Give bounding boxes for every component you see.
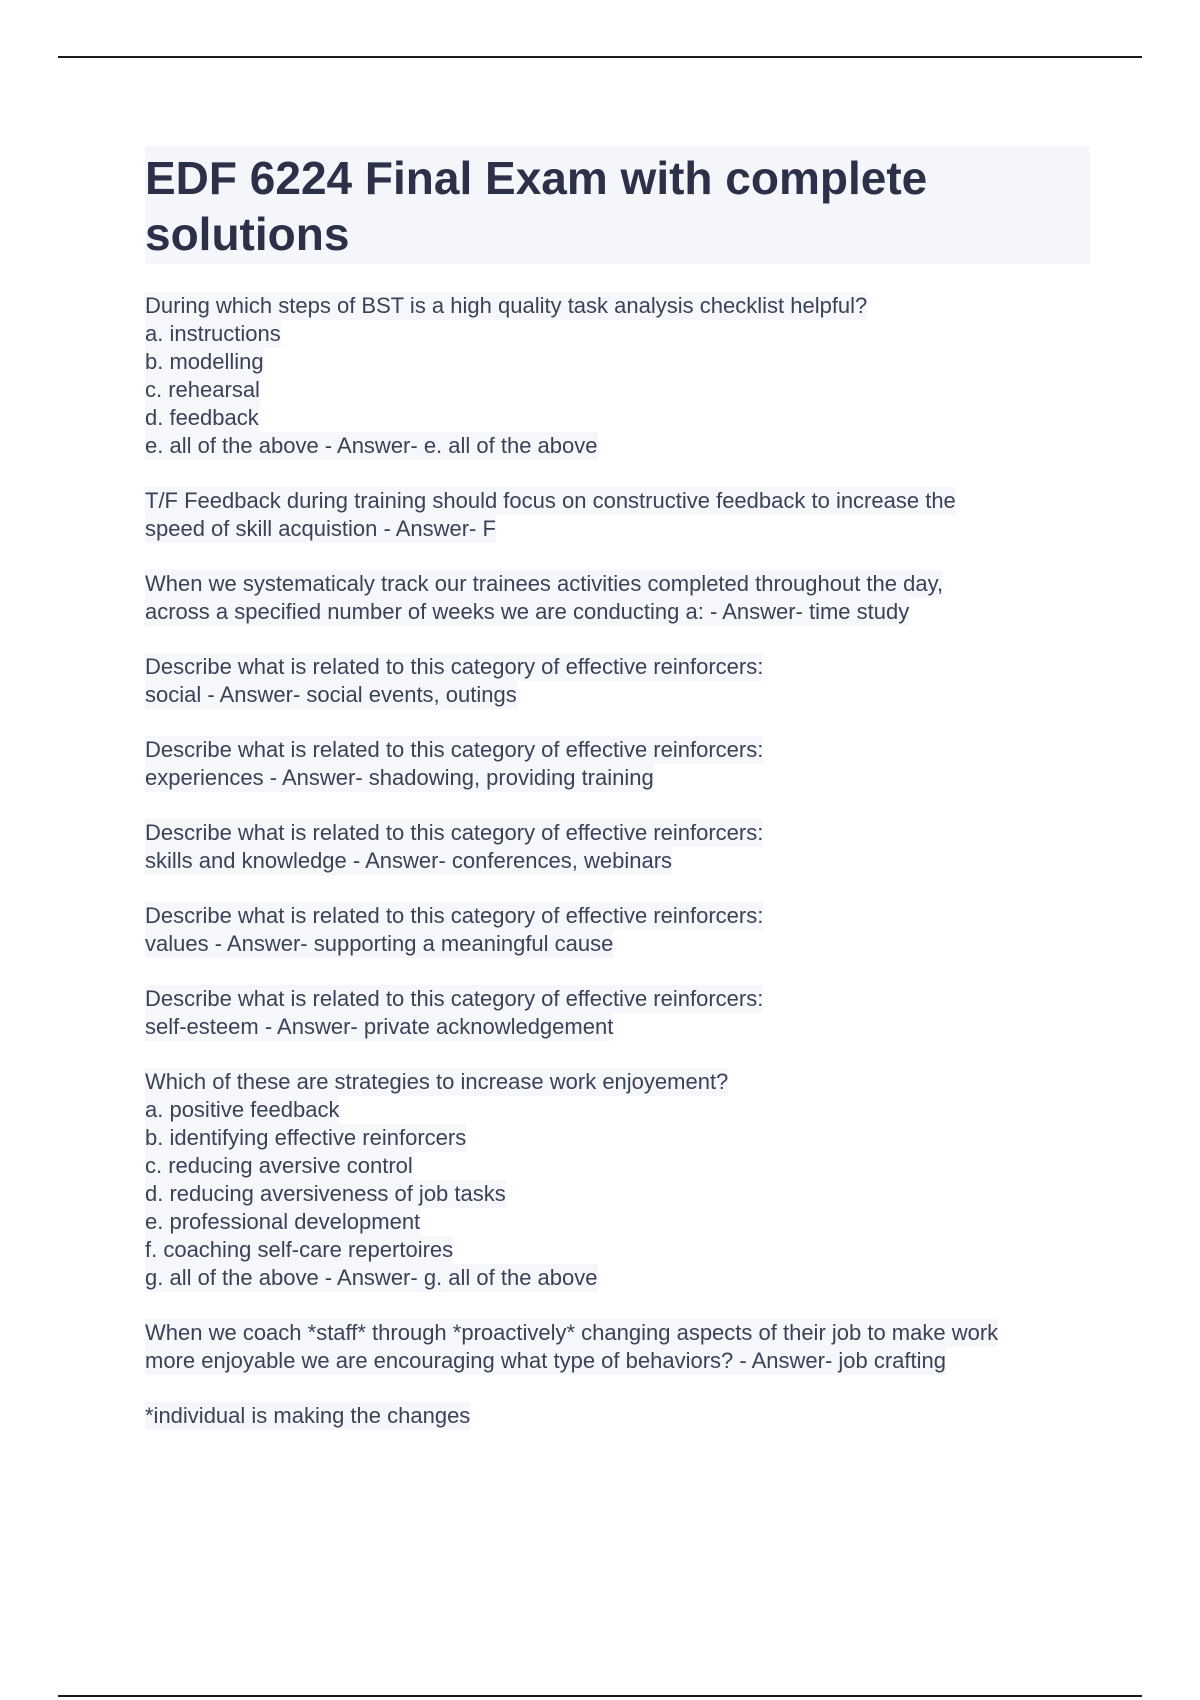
qa-item-11-note (145, 1402, 1090, 1430)
option-c: c. reducing aversive control (145, 1153, 413, 1178)
question-answer: experiences - Answer- shadowing, providing training (145, 765, 654, 790)
question-text: Describe what is related to this category of effective reinforcers: (145, 903, 764, 928)
question-answer: self-esteem - Answer- private acknowledgement (145, 1014, 614, 1039)
question-answer: social - Answer- social events, outings (145, 682, 517, 707)
option-c: c. rehearsal (145, 377, 260, 402)
qa-item-3 (145, 570, 1090, 626)
qa-item-5 (145, 736, 1090, 792)
note-text: *individual is making the changes (145, 1403, 471, 1428)
question-text: When we systematicaly track our trainees activities completed throughout the day, (145, 571, 944, 596)
option-b: b. modelling (145, 349, 264, 374)
qa-item-8 (145, 985, 1090, 1041)
question-text: Describe what is related to this category of effective reinforcers: (145, 654, 764, 679)
question-text: Which of these are strategies to increase work enjoyement? (145, 1069, 729, 1094)
question-text: Describe what is related to this category of effective reinforcers: (145, 986, 764, 1011)
option-a: a. instructions (145, 321, 281, 346)
question-answer: across a specified number of weeks we are conducting a: - Answer- time study (145, 599, 910, 624)
qa-item-1 (145, 292, 1090, 460)
question-answer: values - Answer- supporting a meaningful cause (145, 931, 614, 956)
qa-item-4 (145, 653, 1090, 709)
title-line-1: EDF 6224 Final Exam with complete (145, 152, 928, 204)
option-e: e. professional development (145, 1209, 421, 1234)
qa-item-10 (145, 1319, 1090, 1375)
document-body (145, 146, 1090, 1457)
question-answer: more enjoyable we are encouraging what type of behaviors? - Answer- job crafting (145, 1348, 947, 1373)
qa-item-6 (145, 819, 1090, 875)
option-d: d. feedback (145, 405, 259, 430)
top-divider (58, 56, 1142, 58)
question-answer: speed of skill acquistion - Answer- F (145, 516, 496, 541)
question-text: Describe what is related to this category of effective reinforcers: (145, 737, 764, 762)
option-a: a. positive feedback (145, 1097, 340, 1122)
title-block (145, 146, 1090, 264)
qa-item-2 (145, 487, 1090, 543)
option-d: d. reducing aversiveness of job tasks (145, 1181, 506, 1206)
option-b: b. identifying effective reinforcers (145, 1125, 467, 1150)
qa-item-9 (145, 1068, 1090, 1292)
question-answer: skills and knowledge - Answer- conferences, webinars (145, 848, 673, 873)
option-g-answer: g. all of the above - Answer- g. all of the above (145, 1265, 598, 1290)
question-text: Describe what is related to this category of effective reinforcers: (145, 820, 764, 845)
document-title (145, 150, 1090, 262)
option-e-answer: e. all of the above - Answer- e. all of the above (145, 433, 598, 458)
question-text: T/F Feedback during training should focus on constructive feedback to increase the (145, 488, 956, 513)
question-text: During which steps of BST is a high quality task analysis checklist helpful? (145, 293, 868, 318)
qa-item-7 (145, 902, 1090, 958)
option-f: f. coaching self-care repertoires (145, 1237, 454, 1262)
bottom-divider (58, 1695, 1142, 1697)
question-text: When we coach *staff* through *proactively* changing aspects of their job to make work (145, 1320, 999, 1345)
title-line-2: solutions (145, 208, 350, 260)
